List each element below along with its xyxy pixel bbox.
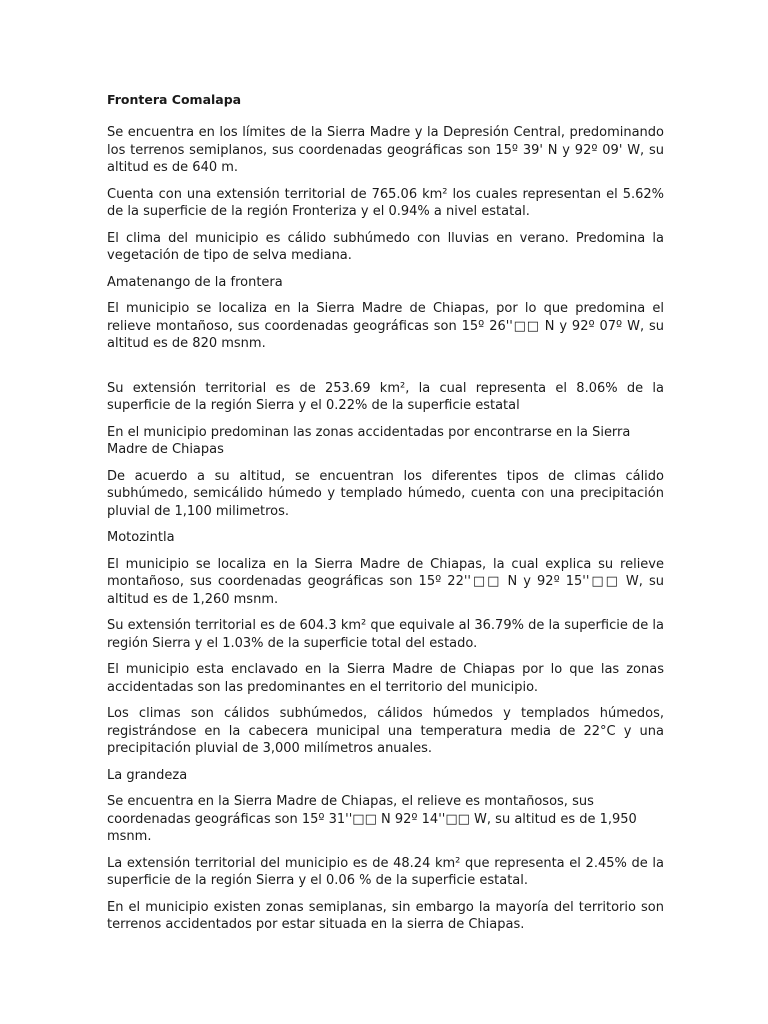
paragraph: Su extensión territorial es de 604.3 km² que equivale al 36.79% de la superficie de la región Sierra y el 1.03% de la superficie total del estado. — [107, 618, 664, 651]
section-heading-amatenango: Amatenango de la frontera — [107, 274, 283, 290]
paragraph: El municipio se localiza en la Sierra Madre de Chiapas, la cual explica su relieve montañoso, sus coordenadas geográficas son 15º 22''□□ N y 92º 15''□□ W, su altitud es de 1,260 msnm. — [107, 556, 664, 607]
paragraph: Cuenta con una extensión territorial de 765.06 km² los cuales representan el 5.62% de la superficie de la región Fronteriza y el 0.94% a nivel estatal. — [107, 186, 664, 219]
paragraph: En el municipio predominan las zonas accidentadas por encontrarse en la Sierra Madre de Chiapas — [107, 424, 631, 457]
paragraph: El clima del municipio es cálido subhúmedo con lluvias en verano. Predomina la vegetación de tipo de selva mediana. — [107, 230, 664, 263]
paragraph: Se encuentra en los límites de la Sierra Madre y la Depresión Central, predominando los terrenos semiplanos, sus coordenadas geográficas son 15º 39' N y 92º 09' W, su altitud es de 640 m. — [107, 125, 664, 175]
paragraph: Se encuentra en la Sierra Madre de Chiapas, el relieve es montañosos, sus coordenadas geográficas son 15º 31''□□ N 92º 14''□□ W, su altitud es de 1,950 msnm. — [107, 794, 637, 844]
document-body — [107, 91, 664, 943]
paragraph: Su extensión territorial es de 253.69 km², la cual representa el 8.06% de la superficie de la región Sierra y el 0.22% de la superficie estatal — [107, 380, 664, 413]
paragraph: El municipio esta enclavado en la Sierra Madre de Chiapas por lo que las zonas accidentadas son las predominantes en el territorio del municipio. — [107, 662, 664, 695]
paragraph: El municipio se localiza en la Sierra Madre de Chiapas, por lo que predomina el relieve montañoso, sus coordenadas geográficas son 15º 26''□□ N y 92º 07º W, su altitud es de 820 msnm. — [107, 301, 664, 351]
section-title-frontera-comalapa: Frontera Comalapa — [107, 92, 242, 107]
section-heading-motozintla: Motozintla — [107, 530, 175, 545]
paragraph: De acuerdo a su altitud, se encuentran los diferentes tipos de climas cálido subhúmedo, semicálido húmedo y templado húmedo, cuenta con una precipitación pluvial de 1,100 milimetros. — [107, 468, 664, 519]
paragraph: En el municipio existen zonas semiplanas, sin embargo la mayoría del territorio son terrenos accidentados por estar situada en la sierra de Chiapas. — [107, 899, 664, 932]
section-heading-la-grandeza: La grandeza — [107, 767, 188, 783]
paragraph: La extensión territorial del municipio es de 48.24 km² que representa el 2.45% de la superficie de la región Sierra y el 0.06 % de la superficie estatal. — [107, 855, 664, 888]
paragraph: Los climas son cálidos subhúmedos, cálidos húmedos y templados húmedos, registrándose en la cabecera municipal una temperatura media de 22°C y una precipitación pluvial de 3,000 milímetros anuales. — [107, 706, 664, 756]
